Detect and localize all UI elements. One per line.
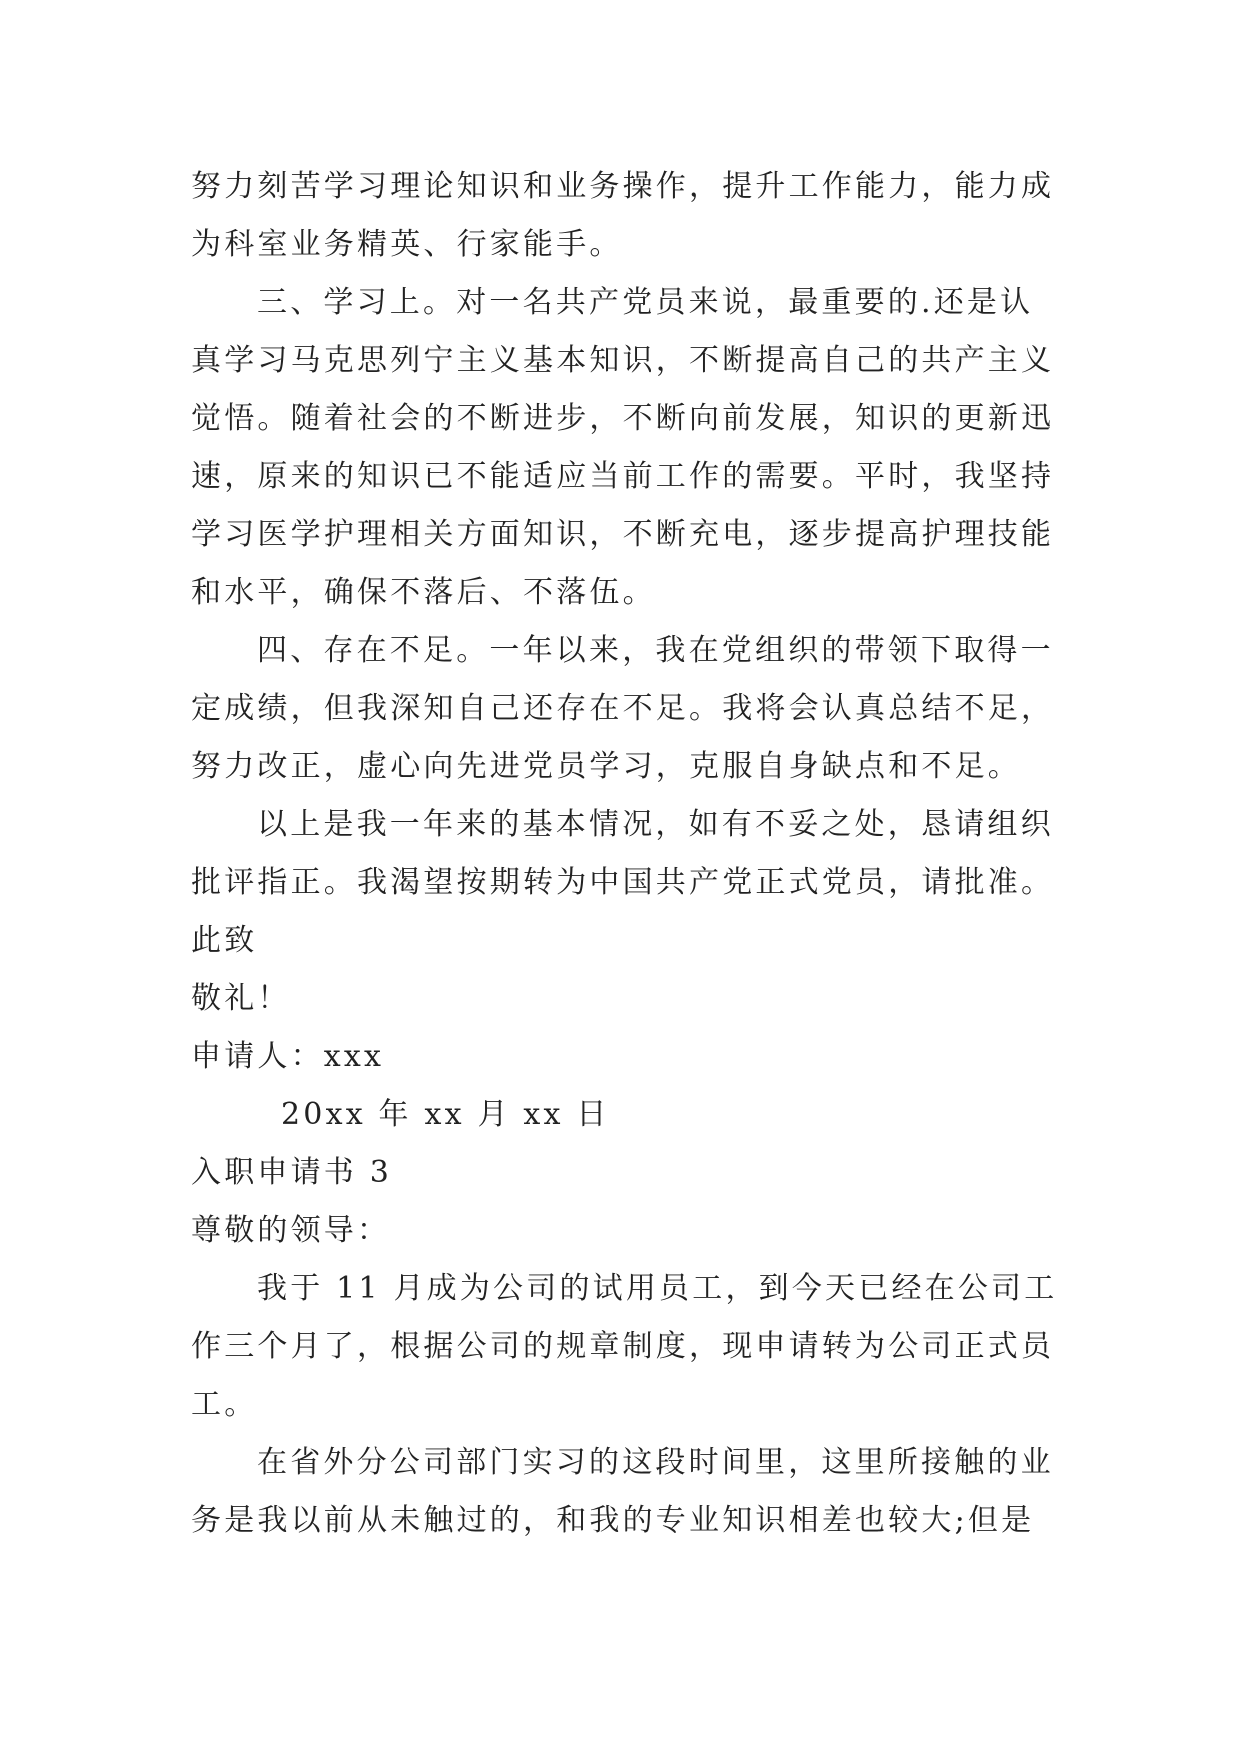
text-line: 批评指正。我渴望按期转为中国共产党正式党员，请批准。: [191, 865, 1055, 900]
text-line: 为科室业务精英、行家能手。: [191, 227, 623, 262]
closing-regards: 敬礼！: [191, 981, 291, 1016]
paragraph-start: 三、学习上。对一名共产党员来说，最重要的.还是认: [257, 285, 1034, 320]
paragraph-start: 在省外分公司部门实习的这段时间里，这里所接触的业: [257, 1445, 1054, 1480]
text-line: 努力刻苦学习理论知识和业务操作，提升工作能力，能力成: [191, 169, 1055, 204]
document-page: [191, 158, 1071, 1550]
text-line: 务是我以前从未触过的，和我的专业知识相差也较大;但是: [191, 1503, 1035, 1538]
closing-salutation: 此致: [191, 923, 258, 958]
text-line: 真学习马克思列宁主义基本知识，不断提高自己的共产主义: [191, 343, 1055, 378]
text-line: 工。: [191, 1387, 258, 1422]
text-line: 速，原来的知识已不能适应当前工作的需要。平时，我坚持: [191, 459, 1055, 494]
text-line: 觉悟。随着社会的不断进步，不断向前发展，知识的更新迅: [191, 401, 1055, 436]
section-title: 入职申请书 3: [191, 1155, 393, 1190]
applicant-signature: 申请人：xxx: [191, 1039, 385, 1074]
paragraph-start: 我于 11 月成为公司的试用员工，到今天已经在公司工: [257, 1271, 1058, 1306]
paragraph-start: 四、存在不足。一年以来，我在党组织的带领下取得一: [257, 633, 1054, 668]
paragraph-start: 以上是我一年来的基本情况，如有不妥之处，恳请组织: [257, 807, 1054, 842]
text-line: 努力改正，虚心向先进党员学习，克服自身缺点和不足。: [191, 749, 1021, 784]
text-line: 和水平，确保不落后、不落伍。: [191, 575, 656, 610]
letter-greeting: 尊敬的领导：: [191, 1213, 391, 1248]
text-line: 定成绩，但我深知自己还存在不足。我将会认真总结不足，: [191, 691, 1055, 726]
signature-date: 20xx 年 xx 月 xx 日: [281, 1097, 610, 1132]
text-line: 作三个月了，根据公司的规章制度，现申请转为公司正式员: [191, 1329, 1055, 1364]
text-line: 学习医学护理相关方面知识，不断充电，逐步提高护理技能: [191, 517, 1055, 552]
